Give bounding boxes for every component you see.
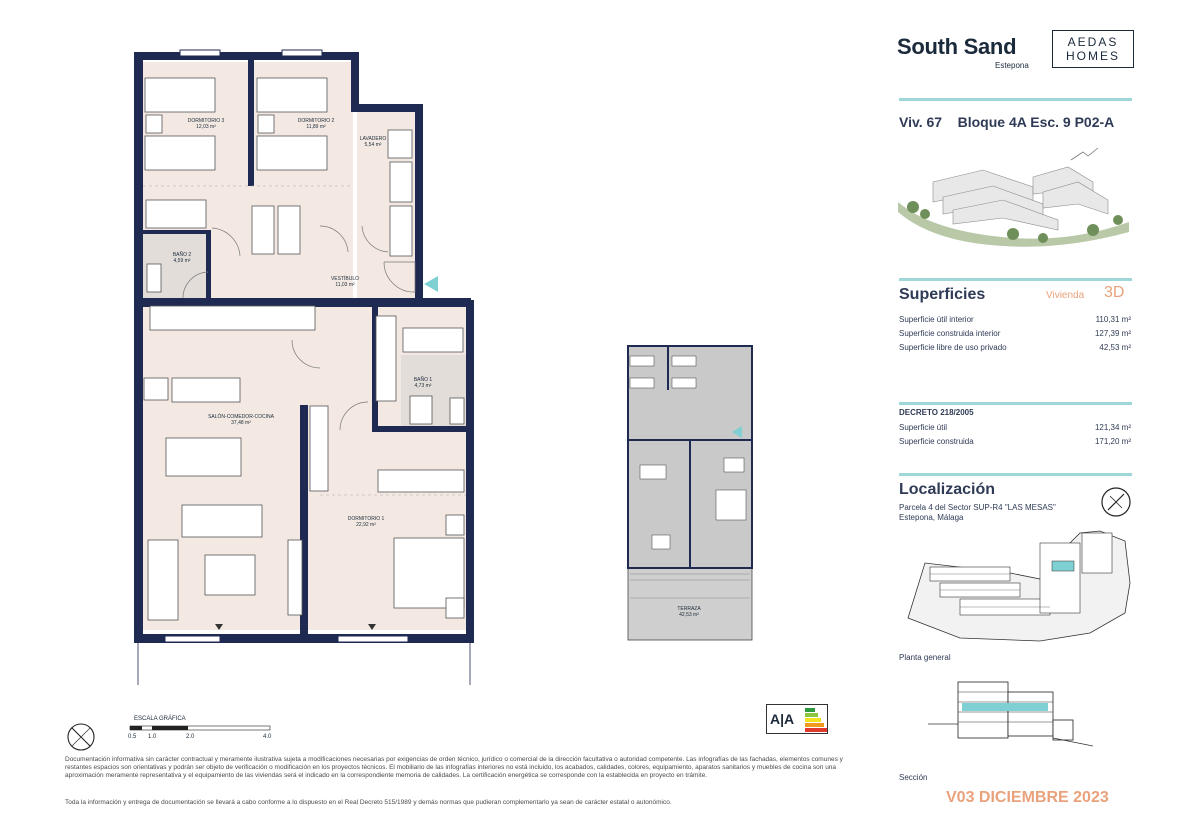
decreto-title: DECRETO 218/2005: [899, 408, 974, 417]
site-plan: [900, 523, 1135, 650]
decreto-label: Superficie construida: [899, 437, 974, 446]
localizacion-title: Localización: [899, 481, 996, 498]
localizacion-line2: Estepona, Málaga: [899, 513, 964, 522]
seccion-label: Sección: [899, 773, 928, 782]
compass-icon: [1100, 486, 1132, 518]
superficies-title: Superficies: [899, 286, 986, 303]
scale-tick: 1.0: [148, 734, 157, 740]
room-label-vestibulo: VESTÍBULO 11,03 m²: [330, 276, 360, 288]
superficie-value: 42,53 m²: [1099, 343, 1131, 352]
superficie-label: Superficie libre de uso privado: [899, 343, 1007, 352]
room-label-bano1: BAÑO 1 4,73 m²: [413, 377, 433, 389]
vivienda-label: Vivienda: [1046, 290, 1085, 301]
planta-label: Planta general: [899, 653, 951, 662]
room-label-dorm3: DORMITORIO 3 12,03 m²: [187, 118, 225, 130]
energy-rating: A|A: [770, 711, 795, 727]
legal-text: Toda la información y entrega de documentación se llevará a cabo conforme a lo dispuesto en el Real Decreto 515/1989 y demás normas que pudieran complementarlo ya sean de carácter estatal o autonómico.: [65, 799, 672, 806]
disclaimer-text: Documentación informativa sin carácter contractual y meramente ilustrativa sujeta a modificaciones necesarias por exigencias de orden técnico, jurídico o comercial de la dirección facultativa o autoridad competente. Las infografías de las fachadas, elementos comunes y restantes espacios son orientativas y podrán ser objeto de verificación o modificación en los proyectos técnicos. El mobiliario de las infografías interiores no está incluido, los acabados, calidades, colores, equipamiento, aparatos sanitarios y muebles de cocina son una aproximación meramente representativa y el equipamiento de las viviendas será el indicado en la correspondiente memoria de calidades. La certificación energética se corresponde con la establecida en proyecto en trámite.: [65, 756, 843, 779]
superficie-value: 127,39 m²: [1094, 329, 1131, 338]
scale-tick: 2.0: [186, 734, 195, 740]
partner-logo: AEDAS HOMES: [1052, 30, 1134, 68]
superficie-value: 110,31 m²: [1095, 315, 1131, 324]
brand-logo: South Sand: [897, 34, 1017, 59]
version-label: V03 DICIEMBRE 2023: [946, 789, 1109, 806]
compass-small-icon: [66, 722, 96, 752]
key-plan: [620, 340, 760, 645]
room-label-salon: SALÓN-COMEDOR-COCINA 37,48 m²: [208, 414, 274, 426]
superficie-label: Superficie útil interior: [899, 315, 974, 324]
scale-title: ESCALA GRÁFICA: [134, 716, 186, 722]
localizacion-line1: Parcela 4 del Sector SUP-R4 "LAS MESAS": [899, 503, 1056, 512]
scale-tick: 0.5: [128, 734, 137, 740]
brand-sub: Estepona: [995, 61, 1029, 70]
scale-tick: 4.0: [263, 734, 272, 740]
building-render: [893, 142, 1133, 247]
section-drawing: [928, 676, 1093, 751]
decreto-value: 171,20 m²: [1094, 437, 1131, 446]
divider: [899, 473, 1132, 476]
energy-certificate-icon: [766, 704, 828, 734]
entrance-arrow-icon: [424, 276, 438, 292]
room-label-lavadero: LAVADERO 5,54 m²: [359, 136, 387, 148]
room-label-dorm1: DORMITORIO 1 22,92 m²: [347, 516, 385, 528]
unit-title: Viv. 67 Bloque 4A Esc. 9 P02-A: [899, 114, 1115, 130]
room-label-terraza: TERRAZA 42,53 m²: [677, 606, 701, 618]
room-label-dorm2: DORMITORIO 2 11,89 m²: [297, 118, 335, 130]
room-label-bano2: BAÑO 2 4,59 m²: [172, 252, 192, 264]
vivienda-type: 3D: [1104, 284, 1125, 301]
floor-plan: [0, 0, 500, 700]
divider: [899, 402, 1132, 405]
decreto-value: 121,34 m²: [1094, 423, 1131, 432]
divider: [899, 278, 1132, 281]
decreto-label: Superficie útil: [899, 423, 948, 432]
divider: [899, 98, 1132, 101]
superficie-label: Superficie construida interior: [899, 329, 1001, 338]
